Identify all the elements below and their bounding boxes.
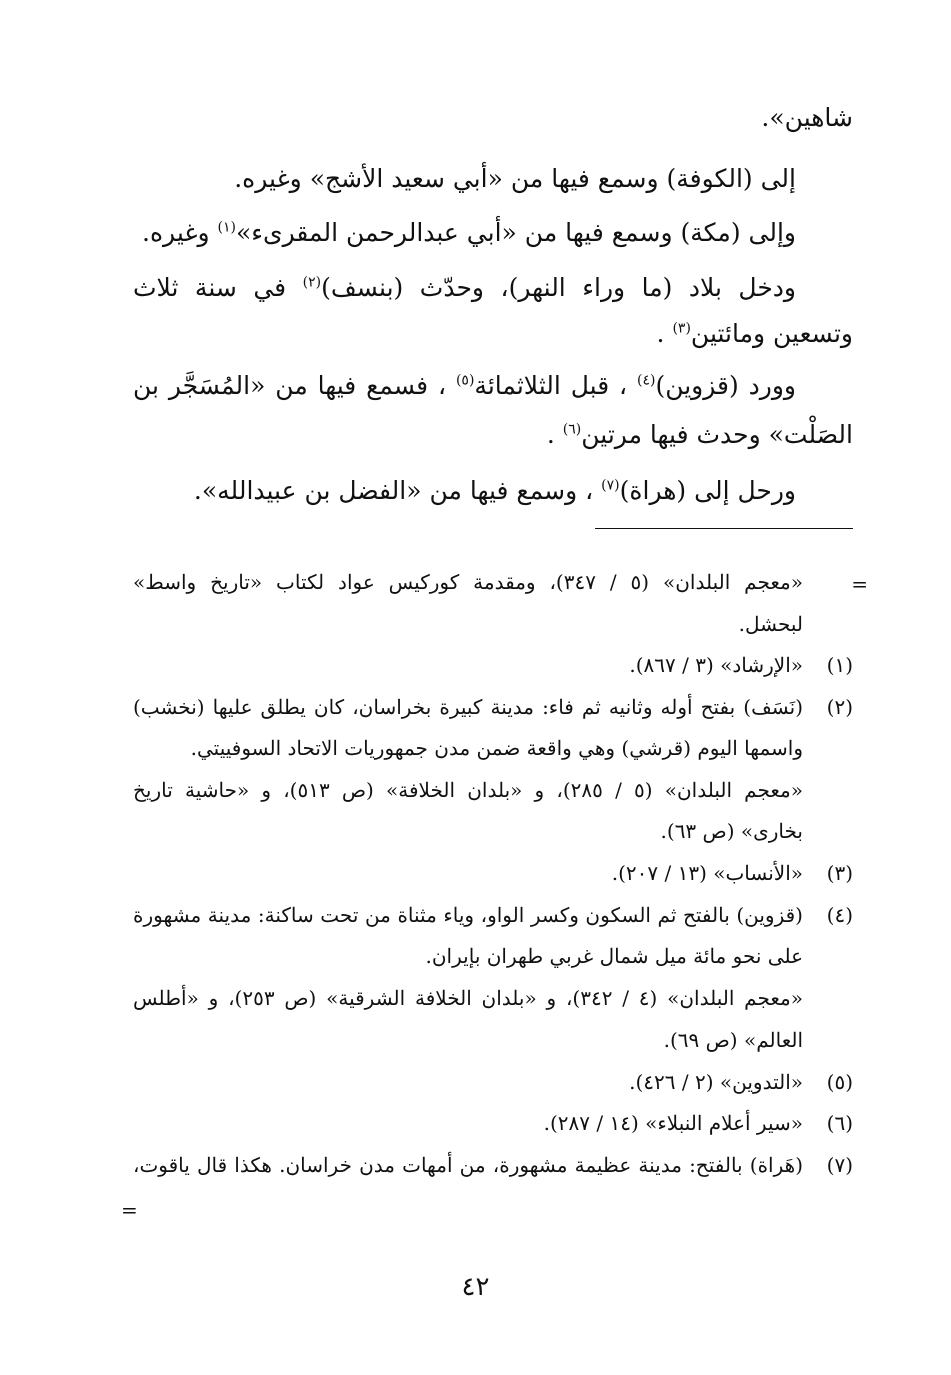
- footnote-number: (٦): [826, 1111, 853, 1135]
- text-segment: إلى (الكوفة) وسمع فيها من «أبي سعيد الأشج» وغيره.: [234, 164, 796, 193]
- footnote-line: على نحو مائة ميل شمال غربي طهران بإيران.: [425, 944, 803, 968]
- text-segment: ودخل بلاد (ما وراء النهر)، وحدّث (بنسف): [321, 273, 797, 302]
- text-line: [234, 162, 796, 196]
- footnote-number: (٢): [826, 695, 853, 719]
- text-line: [547, 418, 853, 452]
- footnote-number: (٤): [826, 903, 853, 927]
- footnote-line: العالم» (ص ٦٩).: [663, 1028, 803, 1052]
- text-segment: وغيره.: [142, 218, 218, 247]
- footnote-line: «سير أعلام النبلاء» (١٤ / ٢٨٧).: [543, 1111, 803, 1135]
- footnote-line: (نَسَف) بفتح أوله وثانيه ثم فاء: مدينة كبيرة بخراسان، كان يطلق عليها (نخشب): [133, 695, 803, 719]
- footnote-line: «معجم البلدان» (٥ / ٣٤٧)، ومقدمة كوركيس عواد لكتاب «تاريخ واسط»: [133, 570, 803, 594]
- footnote-line: واسمها اليوم (قرشي) وهي واقعة ضمن مدن جمهوريات الاتحاد السوفييتي.: [190, 736, 803, 760]
- text-segment: وورد (قزوين): [655, 371, 796, 400]
- footnote-line: «التدوين» (٢ / ٤٢٦).: [629, 1070, 803, 1094]
- text-line: [761, 101, 853, 135]
- footnote-ref[interactable]: (٧): [601, 477, 620, 494]
- footnote-line: (قزوين) بالفتح ثم السكون وكسر الواو، وياء مثناة من تحت ساكنة: مدينة مشهورة: [133, 903, 803, 927]
- text-segment: وتسعين ومائتين: [690, 319, 853, 348]
- footnote-ref[interactable]: (٢): [302, 274, 322, 291]
- text-segment: ورحل إلى (هراة): [619, 476, 796, 505]
- continuation-marker: =: [121, 1198, 138, 1222]
- footnote-ref[interactable]: (٣): [672, 320, 691, 337]
- footnote-ref[interactable]: (١): [217, 219, 236, 236]
- text-line: [194, 474, 796, 508]
- footnote-ref[interactable]: (٥): [455, 372, 475, 389]
- text-segment: .: [656, 319, 673, 348]
- footnote-line: «الإرشاد» (٣ / ٨٦٧).: [629, 653, 803, 677]
- text-segment: ، قبل الثلاثمائة: [474, 371, 637, 400]
- text-segment: وإلى (مكة) وسمع فيها من «أبي عبدالرحمن المقرىء»: [235, 218, 796, 247]
- footnote-ref[interactable]: (٦): [562, 421, 582, 438]
- footnote-line: (هَراة) بالفتح: مدينة عظيمة مشهورة، من أمهات مدن خراسان. هكذا قال ياقوت،: [133, 1153, 803, 1177]
- footnote-number: (٥): [826, 1070, 853, 1094]
- text-segment: الصَلْت» وحدث فيها مرتين: [581, 420, 853, 449]
- footnote-ref[interactable]: (٤): [636, 372, 656, 389]
- text-segment: .: [546, 420, 563, 449]
- continuation-marker: =: [851, 572, 868, 596]
- text-line: [133, 271, 796, 305]
- footnote-number: (٣): [826, 861, 853, 885]
- footnote-line: «معجم البلدان» (٥ / ٢٨٥)، و «بلدان الخلافة» (ص ٥١٣)، و «حاشية تاريخ: [133, 778, 803, 802]
- footnote-line: لبحشل.: [738, 612, 803, 636]
- footnote-line: «الأنساب» (١٣ / ٢٠٧).: [611, 861, 803, 885]
- footnote-separator: [595, 528, 853, 529]
- text-segment: في سنة ثلاث: [133, 273, 303, 302]
- text-line: [133, 369, 796, 403]
- text-segment: شاهين».: [761, 103, 853, 132]
- footnote-line: «معجم البلدان» (٤ / ٣٤٢)، و «بلدان الخلافة الشرقية» (ص ٢٥٣)، و «أطلس: [133, 986, 803, 1010]
- text-segment: ، وسمع فيها من «الفضل بن عبيدالله».: [193, 476, 602, 505]
- text-line: [657, 317, 853, 351]
- footnote-line: بخارى» (ص ٦٣).: [660, 819, 803, 843]
- footnote-number: (١): [826, 653, 853, 677]
- text-segment: ، فسمع فيها من «المُسَجَّر بن: [133, 371, 456, 400]
- text-line: [142, 216, 796, 250]
- footnote-number: (٧): [826, 1153, 853, 1177]
- page-number: ٤٢: [461, 1272, 490, 1302]
